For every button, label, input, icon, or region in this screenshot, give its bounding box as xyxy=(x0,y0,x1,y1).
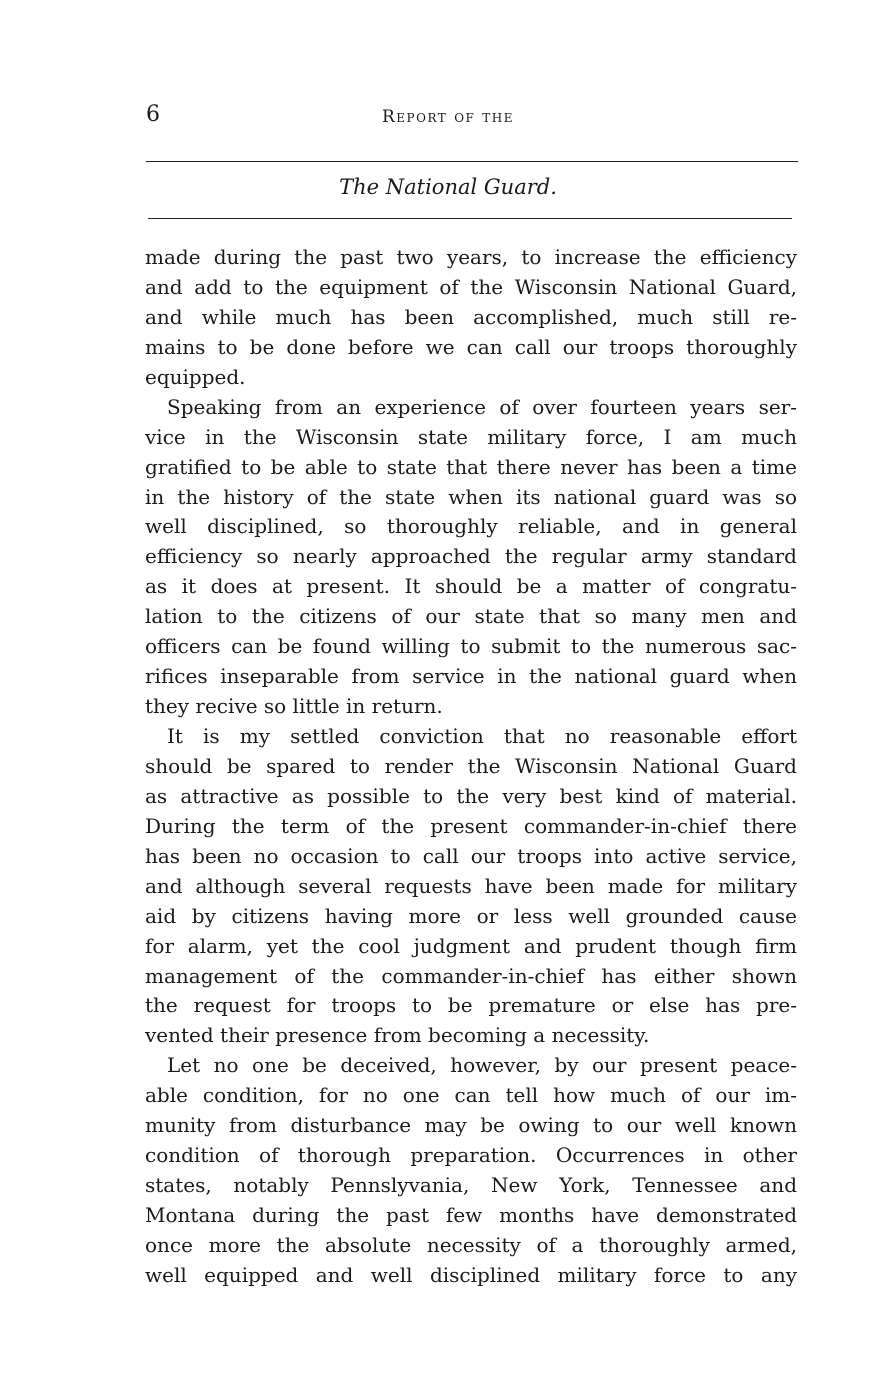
text-line: efficiency so nearly approached the regular army standard xyxy=(145,544,797,569)
text-line: in the history of the state when its national guard was so xyxy=(145,484,797,509)
text-line: equipped. xyxy=(145,364,246,389)
text-line: munity from disturbance may be owing to our well known xyxy=(145,1113,797,1138)
text-line: gratified to be able to state that there never has been a time xyxy=(145,454,797,479)
header-rule-top xyxy=(146,161,798,162)
text-line: the request for troops to be premature or else has pre- xyxy=(145,993,797,1018)
text-line: During the term of the present commander-in-chief there xyxy=(145,813,797,838)
text-line: vice in the Wisconsin state military force, I am much xyxy=(145,424,797,449)
text-line: Montana during the past few months have demonstrated xyxy=(145,1203,797,1227)
paragraph-start-line: Speaking from an experience of over fourteen years ser- xyxy=(167,394,797,419)
text-line: as it does at present. It should be a matter of congratu- xyxy=(145,574,797,599)
header-rule-bottom xyxy=(148,218,792,219)
text-line: well disciplined, so thoroughly reliable, and in general xyxy=(145,514,797,539)
text-line: vented their presence from becoming a necessity. xyxy=(145,1023,650,1048)
text-line: for alarm, yet the cool judgment and prudent though firm xyxy=(145,933,797,958)
section-title: The National Guard. xyxy=(339,175,557,199)
text-line: management of the commander-in-chief has either shown xyxy=(145,963,797,988)
text-line: once more the absolute necessity of a thoroughly armed, xyxy=(145,1232,797,1257)
text-line: aid by citizens having more or less well grounded cause xyxy=(145,903,797,928)
text-line: lation to the citizens of our state that so many men and xyxy=(145,604,797,629)
running-head: Report of the xyxy=(382,107,514,127)
text-line: rifices inseparable from service in the national guard when xyxy=(145,664,797,689)
text-line: states, notably Pennslyvania, New York, Tennessee and xyxy=(145,1173,797,1198)
paragraph-start-line: It is my settled conviction that no reasonable effort xyxy=(167,724,797,748)
page-number: 6 xyxy=(146,102,160,127)
text-line: well equipped and well disciplined military force to any xyxy=(145,1262,797,1287)
text-line: and while much has been accomplished, much still re- xyxy=(145,304,797,329)
text-line: mains to be done before we can call our troops thoroughly xyxy=(145,334,797,359)
text-line: and although several requests have been made for military xyxy=(145,873,797,898)
text-line: made during the past two years, to increase the efficiency xyxy=(145,245,797,269)
text-line: able condition, for no one can tell how much of our im- xyxy=(145,1083,797,1108)
body-text xyxy=(145,243,797,1291)
text-line: should be spared to render the Wisconsin National Guard xyxy=(145,753,797,778)
text-line: has been no occasion to call our troops into active service, xyxy=(145,843,797,868)
text-line: as attractive as possible to the very best kind of material. xyxy=(145,783,797,808)
text-line: and add to the equipment of the Wisconsin National Guard, xyxy=(145,274,797,299)
text-line: officers can be found willing to submit to the numerous sac- xyxy=(145,634,797,659)
text-line: condition of thorough preparation. Occurrences in other xyxy=(145,1143,797,1168)
paragraph-start-line: Let no one be deceived, however, by our present peace- xyxy=(167,1053,797,1078)
text-line: they recive so little in return. xyxy=(145,694,443,719)
